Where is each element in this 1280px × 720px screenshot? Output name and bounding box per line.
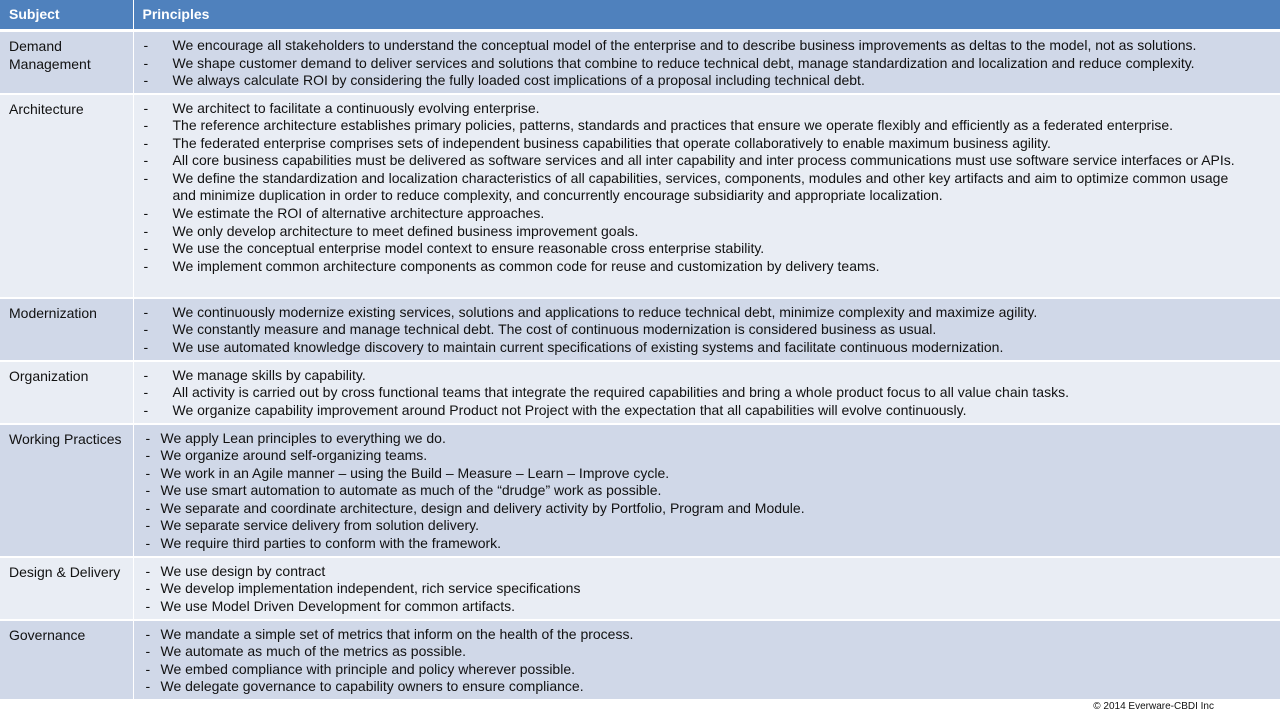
principle-text: We use Model Driven Development for common artifacts. xyxy=(160,597,516,614)
principles-cell xyxy=(133,557,1280,620)
list-item: - We constantly measure and manage technical debt. The cost of continuous modernization is considered business as usual. xyxy=(143,321,937,338)
list-item: - We always calculate ROI by considering the fully loaded cost implications of a proposal including technical debt. xyxy=(143,72,865,89)
principle-text: We mandate a simple set of metrics that inform on the health of the process. xyxy=(160,625,634,642)
principle-text: We separate and coordinate architecture, design and delivery activity by Portfolio, Program and Module. xyxy=(160,499,805,516)
principle-text: We automate as much of the metrics as possible. xyxy=(160,643,467,660)
principle-text: We use smart automation to automate as much of the “drudge” work as possible. xyxy=(160,482,662,499)
principle-text: We shape customer demand to deliver services and solutions that combine to reduce technical debt, manage standardization and localization and reduce complexity. xyxy=(172,54,1195,71)
principle-text: The reference architecture establishes primary policies, patterns, standards and practices that ensure we operate flexibly and efficiently as a federated enterprise. xyxy=(172,117,1174,134)
list-item: - We require third parties to conform with the framework. xyxy=(145,535,502,552)
list-item: - We organize around self-organizing teams. xyxy=(145,447,428,464)
table-row-architecture xyxy=(0,94,1280,298)
principle-text: We implement common architecture components as common code for reuse and customization by delivery teams. xyxy=(172,257,880,274)
principle-text: We use the conceptual enterprise model context to ensure reasonable cross enterprise stability. xyxy=(172,240,765,257)
principle-text: We apply Lean principles to everything we do. xyxy=(160,429,446,446)
list-item: - We apply Lean principles to everything we do. xyxy=(145,429,446,446)
table-row-working-practices xyxy=(0,424,1280,557)
list-item: - We implement common architecture components as common code for reuse and customization by delivery teams. xyxy=(143,257,880,274)
list-item: - We manage skills by capability. xyxy=(143,366,366,383)
table-row-demand-management xyxy=(0,31,1280,94)
subject-cell: Design & Delivery xyxy=(0,557,133,620)
principles-cell xyxy=(133,424,1280,557)
copyright-footer: © 2014 Everware-CBDI Inc xyxy=(1093,701,1214,712)
list-item: - We use smart automation to automate as much of the “drudge” work as possible. xyxy=(145,482,662,499)
list-item: - We embed compliance with principle and policy wherever possible. xyxy=(145,660,576,677)
list-item: - We separate and coordinate architecture, design and delivery activity by Portfolio, Program and Module. xyxy=(145,499,805,516)
list-item: - We define the standardization and localization characteristics of all capabilities, services, components, modules and other key artifacts and aim to optimize common usage and minimize duplication in order to reduce complexity, and concurrently encourage subsidiarity and appropriate localization. xyxy=(143,169,1229,204)
subject-cell: Governance xyxy=(0,620,133,700)
principle-text: We define the standardization and localization characteristics of all capabilities, services, components, modules and other key artifacts and aim to optimize common usage and minimize duplication in order to reduce complexity, and concurrently encourage subsidiarity and appropriate localization. xyxy=(172,169,1229,204)
subject-cell: Organization xyxy=(0,361,133,424)
subject-cell: Demand Management xyxy=(0,31,133,94)
header-principles: Principles xyxy=(133,0,1280,31)
principle-text: We use automated knowledge discovery to maintain current specifications of existing systems and facilitate continuous modernization. xyxy=(172,338,1004,355)
principles-list xyxy=(134,362,1280,422)
subject-cell: Working Practices xyxy=(0,424,133,557)
list-item: - We estimate the ROI of alternative architecture approaches. xyxy=(143,205,545,222)
table-row-modernization xyxy=(0,298,1280,361)
principles-list xyxy=(134,299,1280,359)
principle-text: We embed compliance with principle and policy wherever possible. xyxy=(160,660,576,677)
principle-text: We delegate governance to capability owners to ensure compliance. xyxy=(160,678,584,695)
list-item: - We mandate a simple set of metrics that inform on the health of the process. xyxy=(145,625,634,642)
subject-cell: Modernization xyxy=(0,298,133,361)
principle-text: We work in an Agile manner – using the Build – Measure – Learn – Improve cycle. xyxy=(160,464,670,481)
principles-list xyxy=(134,621,1280,698)
list-item: - The reference architecture establishes primary policies, patterns, standards and practices that ensure we operate flexibly and efficiently as a federated enterprise. xyxy=(143,117,1174,134)
list-item: - We use the conceptual enterprise model context to ensure reasonable cross enterprise stability. xyxy=(143,240,765,257)
list-item: - We encourage all stakeholders to understand the conceptual model of the enterprise and to describe business improvements as deltas to the model, not as solutions. xyxy=(143,37,1197,53)
header-subject: Subject xyxy=(0,0,133,31)
list-item: - We only develop architecture to meet defined business improvement goals. xyxy=(143,222,639,239)
principle-text: We organize capability improvement around Product not Project with the expectation that all capabilities will evolve continuously. xyxy=(172,401,967,418)
principle-text: We use design by contract xyxy=(160,562,326,579)
principle-text: We constantly measure and manage technical debt. The cost of continuous modernization is considered business as usual. xyxy=(172,321,937,338)
principles-cell xyxy=(133,361,1280,424)
list-item: - We use automated knowledge discovery to maintain current specifications of existing systems and facilitate continuous modernization. xyxy=(143,338,1004,355)
list-item: - We work in an Agile manner – using the Build – Measure – Learn – Improve cycle. xyxy=(145,464,670,481)
principle-text: The federated enterprise comprises sets of independent business capabilities that operate collaboratively to enable maximum business agility. xyxy=(172,134,1051,151)
principle-text: We organize around self-organizing teams. xyxy=(160,447,428,464)
principles-list xyxy=(134,32,1280,92)
table-row-design-delivery xyxy=(0,557,1280,620)
principles-cell xyxy=(133,298,1280,361)
list-item: - The federated enterprise comprises sets of independent business capabilities that operate collaboratively to enable maximum business agility. xyxy=(143,134,1051,151)
principles-cell xyxy=(133,31,1280,94)
list-item: - We continuously modernize existing services, solutions and applications to reduce technical debt, minimize complexity and maximize agility. xyxy=(143,303,1038,320)
principle-text: We only develop architecture to meet defined business improvement goals. xyxy=(172,222,639,239)
list-item: - All core business capabilities must be delivered as software services and all inter capability and inter process communications must use software service interfaces or APIs. xyxy=(143,152,1235,169)
principle-text: We encourage all stakeholders to understand the conceptual model of the enterprise and to describe business improvements as deltas to the model, not as solutions. xyxy=(172,37,1197,53)
table-row-governance xyxy=(0,620,1280,700)
principle-text: All activity is carried out by cross functional teams that integrate the required capabilities and bring a whole product focus to all value chain tasks. xyxy=(172,384,1069,401)
table-row-organization xyxy=(0,361,1280,424)
list-item: - We delegate governance to capability owners to ensure compliance. xyxy=(145,678,584,695)
list-item: - We shape customer demand to deliver services and solutions that combine to reduce technical debt, manage standardization and localization and reduce complexity. xyxy=(143,54,1195,71)
list-item: - We architect to facilitate a continuously evolving enterprise. xyxy=(143,99,540,116)
list-item: - We develop implementation independent, rich service specifications xyxy=(145,580,581,597)
principles-list xyxy=(134,425,1280,555)
principle-text: We separate service delivery from solution delivery. xyxy=(160,517,479,534)
principles-list xyxy=(134,95,1280,278)
list-item: - We separate service delivery from solution delivery. xyxy=(145,517,479,534)
principle-text: We estimate the ROI of alternative architecture approaches. xyxy=(172,205,545,222)
principle-text: All core business capabilities must be delivered as software services and all inter capability and inter process communications must use software service interfaces or APIs. xyxy=(172,152,1235,169)
list-item: - We organize capability improvement around Product not Project with the expectation that all capabilities will evolve continuously. xyxy=(143,401,967,418)
principle-text: We develop implementation independent, rich service specifications xyxy=(160,580,581,597)
list-item: - We automate as much of the metrics as possible. xyxy=(145,643,467,660)
subject-cell: Architecture xyxy=(0,94,133,298)
principle-text: We architect to facilitate a continuously evolving enterprise. xyxy=(172,99,540,116)
list-item: - We use Model Driven Development for common artifacts. xyxy=(145,597,516,614)
principles-list xyxy=(134,558,1280,618)
principles-cell xyxy=(133,620,1280,700)
list-item: - We use design by contract xyxy=(145,562,326,579)
list-item: - All activity is carried out by cross functional teams that integrate the required capabilities and bring a whole product focus to all value chain tasks. xyxy=(143,384,1069,401)
principle-text: We continuously modernize existing services, solutions and applications to reduce technical debt, minimize complexity and maximize agility. xyxy=(172,303,1038,320)
principles-cell xyxy=(133,94,1280,298)
principle-text: We always calculate ROI by considering the fully loaded cost implications of a proposal including technical debt. xyxy=(172,72,865,89)
principle-text: We manage skills by capability. xyxy=(172,366,366,383)
table-header-row xyxy=(0,0,1280,31)
principle-text: We require third parties to conform with the framework. xyxy=(160,535,502,552)
